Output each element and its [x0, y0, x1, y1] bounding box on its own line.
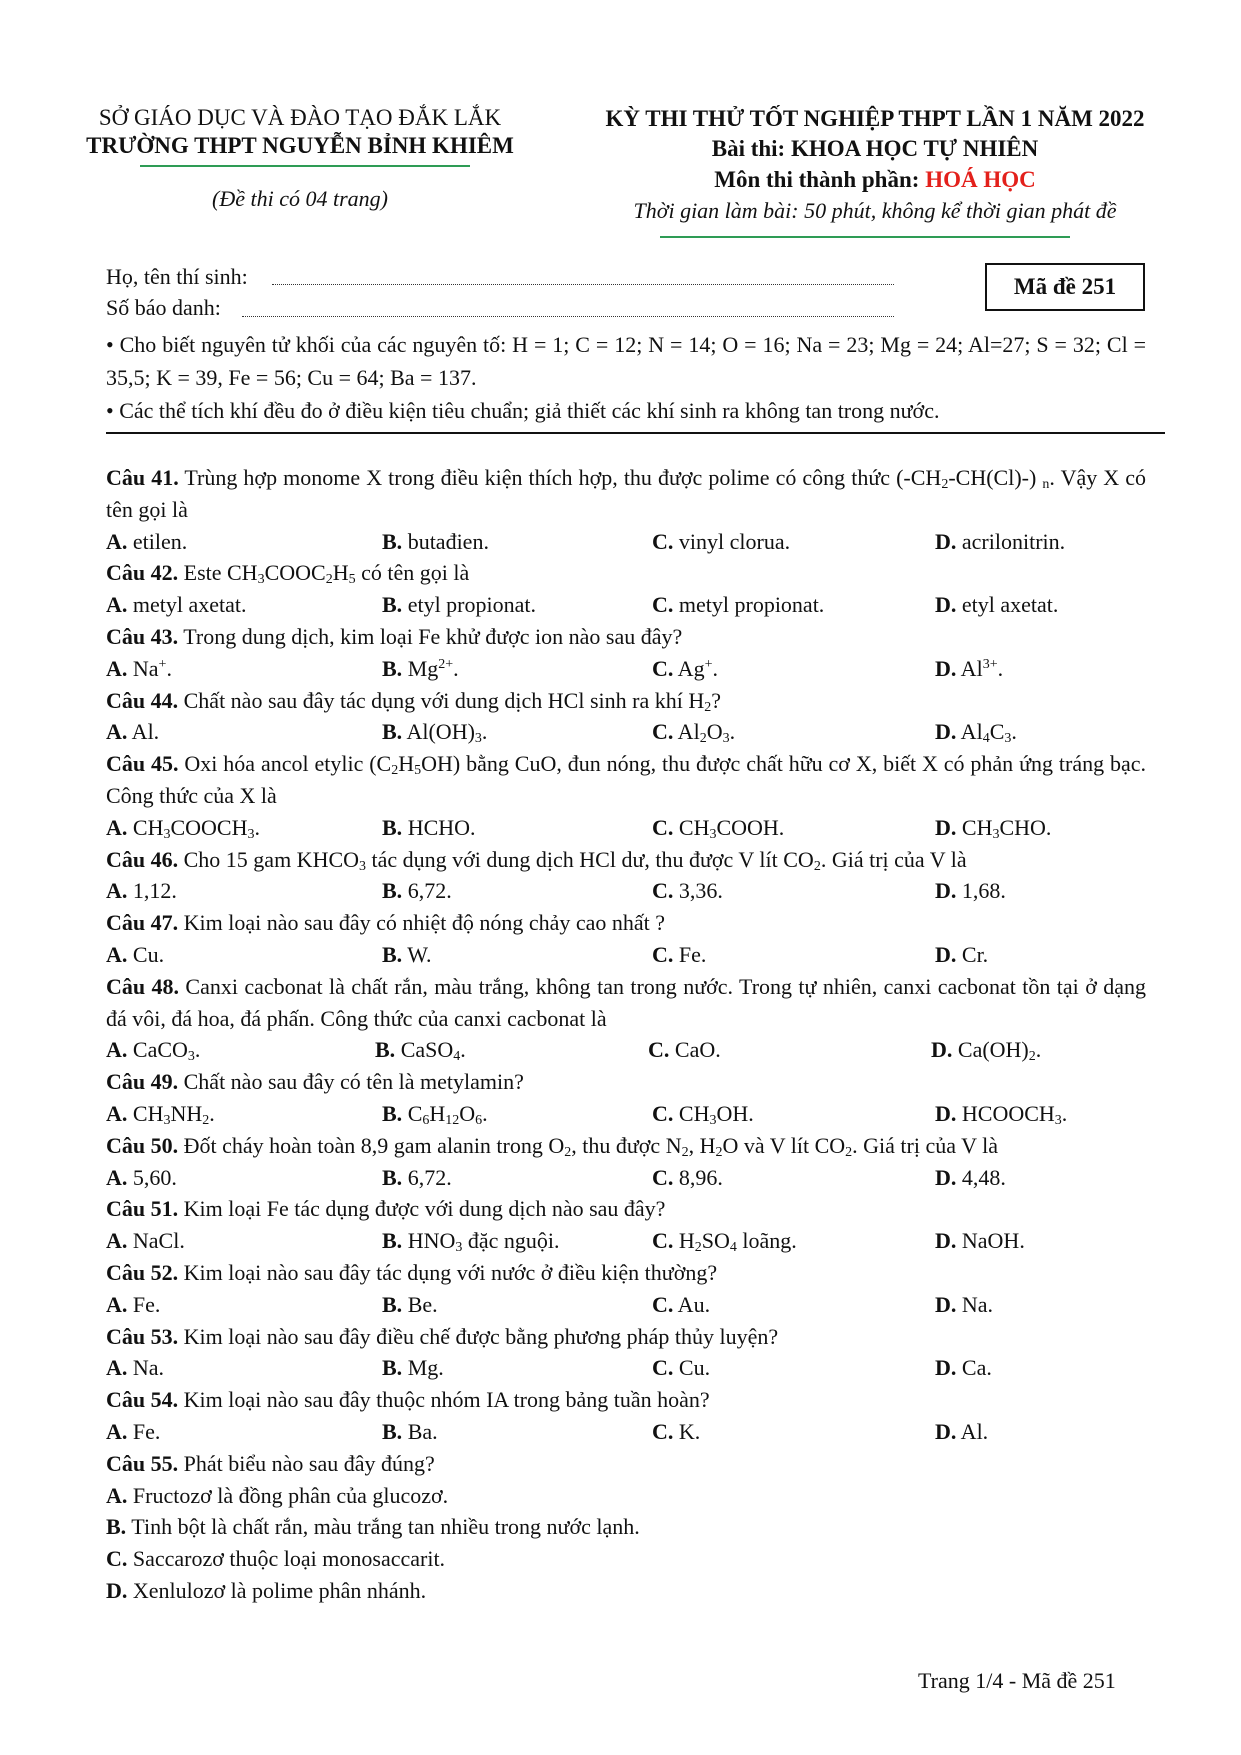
exam-notes: [106, 328, 1146, 427]
school-name: TRƯỜNG THPT NGUYỄN BỈNH KHIÊM: [86, 133, 514, 158]
answer-option-c[interactable]: C. CaO.: [648, 1037, 721, 1063]
question-number: Câu 55.: [106, 1450, 179, 1476]
option-label: A.: [106, 1482, 128, 1508]
option-label: C.: [106, 1546, 128, 1572]
option-label: B.: [375, 1037, 396, 1063]
question-number: Câu 47.: [106, 910, 179, 936]
answer-option-b[interactable]: B. Mg.: [382, 1355, 444, 1381]
question-stem: [106, 1130, 1146, 1162]
question-text: Kim loại nào sau đây tác dụng với nước ở điều kiện thường?: [178, 1260, 718, 1285]
answer-option-d[interactable]: D. 1,68.: [935, 878, 1006, 904]
option-label: C.: [652, 1419, 674, 1444]
answer-option-a[interactable]: A. Na+.: [106, 655, 172, 681]
option-label: D.: [935, 592, 957, 618]
header-separator: [106, 432, 1165, 434]
header-left: [60, 104, 540, 212]
option-label: C.: [652, 878, 674, 904]
option-label: D.: [935, 1291, 957, 1317]
header-right: [570, 104, 1180, 226]
question-stem: [106, 1321, 1146, 1353]
candidate-id-label: Số báo danh:: [106, 295, 221, 320]
answer-option-d[interactable]: D. $Al_4C_3$.: [935, 719, 1017, 747]
option-label: B.: [382, 942, 403, 967]
option-label: A.: [106, 942, 128, 967]
answer-option-b[interactable]: B. W.: [382, 942, 432, 967]
option-label: B.: [106, 1514, 127, 1540]
option-label: C.: [652, 942, 674, 967]
answer-option-b[interactable]: B. $HNO_3$ đặc nguội.: [382, 1228, 560, 1256]
option-label: C.: [652, 1101, 674, 1126]
option-label: D.: [935, 1164, 957, 1190]
question-text: Trong dung dịch, kim loại Fe khử được ion nào sau đây?: [178, 624, 683, 649]
answer-option-d[interactable]: D. $CH_3CHO$.: [935, 814, 1052, 842]
answer-option-a[interactable]: A. Al.: [106, 719, 160, 745]
answer-option-c[interactable]: C. $CH_3COOH$.: [652, 814, 785, 842]
option-label: C.: [652, 655, 674, 681]
question-stem: [106, 1066, 1146, 1098]
option-label: D.: [935, 878, 957, 904]
subject-name: HOÁ HỌC: [925, 167, 1036, 192]
option-label: D.: [935, 942, 957, 967]
answer-option-d[interactable]: D. $Ca(OH)_2$.: [931, 1037, 1042, 1065]
option-label: C.: [652, 1355, 674, 1381]
option-label: A.: [106, 814, 128, 840]
question-text: Chất nào sau đây tác dụng với dung dịch HCl sinh ra khí $H_2$?: [178, 687, 721, 715]
answer-option-b[interactable]: B. butađien.: [382, 528, 489, 554]
question-number: Câu 42.: [106, 560, 179, 586]
answer-option-a[interactable]: A. Cu.: [106, 942, 165, 967]
answer-option-a[interactable]: A. metyl axetat.: [106, 592, 247, 618]
answer-options: [106, 1416, 1166, 1448]
atomic-mass-note: • Cho biết nguyên tử khối của các nguyên tố: H = 1; C = 12; N = 14; O = 16; Na = 23; Mg = 24; Al=27; S = 32; Cl = 35,5; K = 39, Fe = 56; Cu = 64; Ba = 137.: [106, 332, 1146, 390]
answer-option-c[interactable]: C. $Al_2O_3$.: [652, 719, 736, 747]
answer-option-a[interactable]: A. CaCO$_3$.: [106, 1037, 201, 1065]
option-label: D.: [935, 1355, 957, 1381]
option-label: D.: [931, 1037, 953, 1063]
answer-option-d[interactable]: D. $HCOOCH_3$.: [935, 1101, 1068, 1128]
answer-option-c[interactable]: C. Fe.: [652, 942, 707, 967]
exam-title: KỲ THI THỬ TỐT NGHIỆP THPT LẦN 1 NĂM 2022: [605, 106, 1145, 131]
option-label: C.: [652, 1164, 674, 1190]
question-number: Câu 49.: [106, 1069, 179, 1095]
option-label: B.: [382, 1101, 403, 1126]
question-number: Câu 54.: [106, 1387, 179, 1413]
question-text: Phát biểu nào sau đây đúng?: [178, 1450, 435, 1476]
option-label: C.: [648, 1037, 670, 1063]
question-text: Oxi hóa ancol etylic $(C_2H_5OH)$ bằng CuO, đun nóng, thu được chất hữu cơ X, biết X có phản ứng tráng bạc. Công thức của X là: [106, 751, 1146, 809]
option-label: C.: [652, 592, 674, 618]
option-label: B.: [382, 1355, 403, 1381]
option-label: B.: [382, 655, 403, 681]
answer-options: [106, 1098, 1166, 1130]
answer-options: [106, 716, 1166, 748]
question-number: Câu 43.: [106, 624, 179, 649]
time-note: Thời gian làm bài: 50 phút, không kể thời gian phát đề: [633, 198, 1117, 223]
question-text: Trùng hợp monome X trong điều kiện thích hợp, thu được polime có công thức $(-CH_2-CH(Cl)-)$ $_n$. Vậy X có tên gọi là: [106, 465, 1147, 522]
option-label: A.: [106, 1291, 128, 1317]
answer-option-d[interactable]: D. Al.: [935, 1419, 989, 1444]
answer-option-a[interactable]: A. Fe.: [106, 1419, 161, 1444]
option-label: A.: [106, 592, 128, 618]
option-label: B.: [382, 592, 403, 618]
option-label: A.: [106, 1355, 128, 1381]
question-number: Câu 41.: [106, 465, 179, 490]
question-stem: [106, 1257, 1146, 1289]
answer-options: [106, 1162, 1166, 1194]
option-label: A.: [106, 719, 128, 745]
answer-option-c[interactable]: C. K.: [652, 1419, 701, 1444]
option-label: A.: [106, 1101, 128, 1126]
question-stem: [106, 748, 1146, 812]
answer-option-b[interactable]: B. 6,72.: [382, 878, 452, 904]
divider-right: [660, 236, 1070, 238]
exam-code-box: Mã đề 251: [985, 263, 1145, 311]
answer-option-b[interactable]: B. etyl propionat.: [382, 592, 536, 618]
answer-options: [106, 812, 1166, 844]
answer-option-d[interactable]: D. Ca.: [935, 1355, 992, 1381]
option-label: B.: [382, 1291, 403, 1317]
option-label: C.: [652, 1228, 674, 1254]
option-label: D.: [935, 655, 957, 681]
candidate-name-line[interactable]: [272, 284, 894, 285]
question-number: Câu 45.: [106, 751, 179, 777]
answer-options: [106, 1352, 1166, 1384]
question-stem: [106, 907, 1146, 939]
answer-option-a[interactable]: A. $CH_3COOCH_3$.: [106, 814, 260, 842]
answer-option-c[interactable]: C. 3,36.: [652, 878, 723, 904]
answer-option-c[interactable]: C. 8,96.: [652, 1164, 723, 1190]
answer-options: [106, 526, 1166, 558]
question-stem: [106, 462, 1146, 526]
answer-option-b[interactable]: B. CaSO$_4$.: [375, 1037, 466, 1065]
answer-option-d[interactable]: D. Xenlulozơ là polime phân nhánh.: [106, 1578, 427, 1603]
answer-option-d[interactable]: D. $Al^{3+}$.: [935, 655, 1004, 681]
subject-line: [570, 164, 1180, 196]
answer-option-a[interactable]: A. Fructozơ là đồng phân của glucozơ.: [106, 1482, 449, 1508]
question-stem: [106, 685, 1146, 717]
answer-option-d[interactable]: D. Cr.: [935, 942, 989, 967]
answer-option-d[interactable]: D. NaOH.: [935, 1228, 1025, 1254]
question-stem: [106, 621, 1146, 653]
answer-option-b[interactable]: B. Be.: [382, 1291, 438, 1317]
answer-options: [106, 1289, 1166, 1321]
question-text: Kim loại nào sau đây điều chế được bằng phương pháp thủy luyện?: [178, 1323, 779, 1349]
answer-option-b[interactable]: B. Ba.: [382, 1419, 438, 1444]
answer-option-c[interactable]: C. metyl propionat.: [652, 592, 825, 618]
option-label: C.: [652, 528, 674, 554]
candidate-id-line[interactable]: [242, 316, 894, 317]
answer-option-a[interactable]: A. 1,12.: [106, 878, 177, 904]
answer-option-b[interactable]: B. $Mg^{2+}$.: [382, 655, 459, 681]
answer-option-a[interactable]: A. NaCl.: [106, 1228, 185, 1254]
question-text: Kim loại nào sau đây thuộc nhóm IA trong bảng tuần hoàn?: [178, 1387, 710, 1413]
answer-option-d[interactable]: D. 4,48.: [935, 1164, 1006, 1190]
question-number: Câu 50.: [106, 1132, 179, 1158]
question-text: Kim loại nào sau đây có nhiệt độ nóng chảy cao nhất ?: [178, 910, 666, 936]
answer-option-b[interactable]: B. 6,72.: [382, 1164, 452, 1190]
question-stem: [106, 844, 1146, 876]
option-label: D.: [935, 719, 957, 745]
option-label: C.: [652, 1291, 674, 1317]
question-number: Câu 46.: [106, 846, 179, 872]
question-text: Kim loại Fe tác dụng được với dung dịch nào sau đây?: [178, 1196, 666, 1222]
option-label: D.: [106, 1578, 128, 1603]
option-label: B.: [382, 528, 403, 554]
option-label: C.: [652, 814, 674, 840]
option-label: D.: [935, 1101, 957, 1126]
option-label: D.: [935, 1419, 957, 1444]
exam-paper: Bài thi: KHOA HỌC TỰ NHIÊN: [711, 136, 1039, 161]
answer-options: [106, 1034, 1166, 1066]
question-number: Câu 53.: [106, 1323, 179, 1349]
answer-option-b[interactable]: B. $Al(OH)_3$.: [382, 719, 488, 747]
page-count-note: (Đề thi có 04 trang): [212, 186, 388, 211]
question-text: Este $CH_3COOC_2H_5$ có tên gọi là: [178, 560, 470, 588]
answer-option-a[interactable]: A. $CH_3NH_2$.: [106, 1101, 215, 1128]
question-stem: [106, 971, 1146, 1035]
option-label: B.: [382, 719, 403, 745]
gas-condition-note: • Các thể tích khí đều đo ở điều kiện tiêu chuẩn; giả thiết các khí sinh ra không tan trong nước.: [106, 398, 940, 423]
question-stem: [106, 1448, 1146, 1480]
answer-option-c[interactable]: C. $H_2SO_4$ loãng.: [652, 1228, 797, 1256]
answer-option-a[interactable]: A. etilen.: [106, 528, 188, 554]
option-label: A.: [106, 1228, 128, 1254]
option-label: C.: [652, 719, 674, 745]
option-label: A.: [106, 1419, 128, 1444]
question-number: Câu 44.: [106, 687, 179, 713]
subject-prefix: Môn thi thành phần:: [714, 167, 926, 192]
answer-option-c[interactable]: C. Cu.: [652, 1355, 711, 1381]
answer-option-a[interactable]: A. 5,60.: [106, 1164, 177, 1190]
answer-options: [106, 589, 1166, 621]
answer-option-a[interactable]: A. Na.: [106, 1355, 165, 1381]
question-text: Đốt cháy hoàn toàn 8,9 gam alanin trong $O_2$, thu được $N_2$, $H_2O$ và V lít $CO_2$. Giá trị của V là: [178, 1132, 998, 1160]
page-footer: Trang 1/4 - Mã đề 251: [918, 1668, 1116, 1693]
answer-option-c[interactable]: C. Ag+.: [652, 655, 718, 681]
option-label: A.: [106, 655, 128, 681]
question-stem: [106, 1384, 1146, 1416]
option-label: B.: [382, 1228, 403, 1254]
answer-options: [106, 653, 1166, 685]
answer-options: [106, 875, 1166, 907]
answer-option-d[interactable]: D. etyl axetat.: [935, 592, 1059, 618]
question-stem: [106, 557, 1146, 589]
answer-option-c[interactable]: C. $CH_3OH$.: [652, 1101, 754, 1128]
answer-option-b[interactable]: B. HCHO.: [382, 814, 476, 840]
option-label: A.: [106, 528, 128, 554]
answer-option-c[interactable]: C. Saccarozơ thuộc loại monosaccarit.: [106, 1546, 446, 1572]
answer-option-c[interactable]: C. Au.: [652, 1291, 711, 1317]
question-text: Cho 15 gam $KHCO_3$ tác dụng với dung dịch HCl dư, thu được V lít $CO_2$. Giá trị của V là: [178, 846, 967, 874]
option-label: B.: [382, 814, 403, 840]
option-label: A.: [106, 1164, 128, 1190]
question-number: Câu 52.: [106, 1260, 179, 1285]
question-text: Canxi cacbonat là chất rắn, màu trắng, không tan trong nước. Trong tự nhiên, canxi cacbonat tồn tại ở dạng đá vôi, đá hoa, đá phấn. Công thức của canxi cacbonat là: [106, 973, 1146, 1031]
question-text: Chất nào sau đây có tên là metylamin?: [178, 1069, 524, 1095]
answer-option-c[interactable]: C. vinyl clorua.: [652, 528, 791, 554]
answer-option-d[interactable]: D. Na.: [935, 1291, 994, 1317]
question-stem: [106, 1193, 1146, 1225]
answer-options: [106, 1225, 1166, 1257]
divider-left: [140, 165, 470, 167]
option-label: B.: [382, 878, 403, 904]
question-number: Câu 48.: [106, 973, 180, 999]
answer-option-b[interactable]: B. $C_6H_{12}O_6$.: [382, 1101, 488, 1128]
question-number: Câu 51.: [106, 1196, 179, 1222]
option-label: D.: [935, 1228, 957, 1254]
department-name: SỞ GIÁO DỤC VÀ ĐÀO TẠO ĐẮK LẮK: [98, 105, 502, 130]
answer-option-b[interactable]: B. Tinh bột là chất rắn, màu trắng tan nhiều trong nước lạnh.: [106, 1514, 640, 1540]
option-label: A.: [106, 1037, 128, 1063]
option-label: B.: [382, 1419, 403, 1444]
answer-option-d[interactable]: D. acrilonitrin.: [935, 528, 1066, 554]
answer-option-a[interactable]: A. Fe.: [106, 1291, 161, 1317]
answer-options: [106, 939, 1166, 971]
candidate-name-label: Họ, tên thí sinh:: [106, 264, 248, 289]
option-label: D.: [935, 528, 957, 554]
option-label: D.: [935, 814, 957, 840]
option-label: A.: [106, 878, 128, 904]
option-label: B.: [382, 1164, 403, 1190]
